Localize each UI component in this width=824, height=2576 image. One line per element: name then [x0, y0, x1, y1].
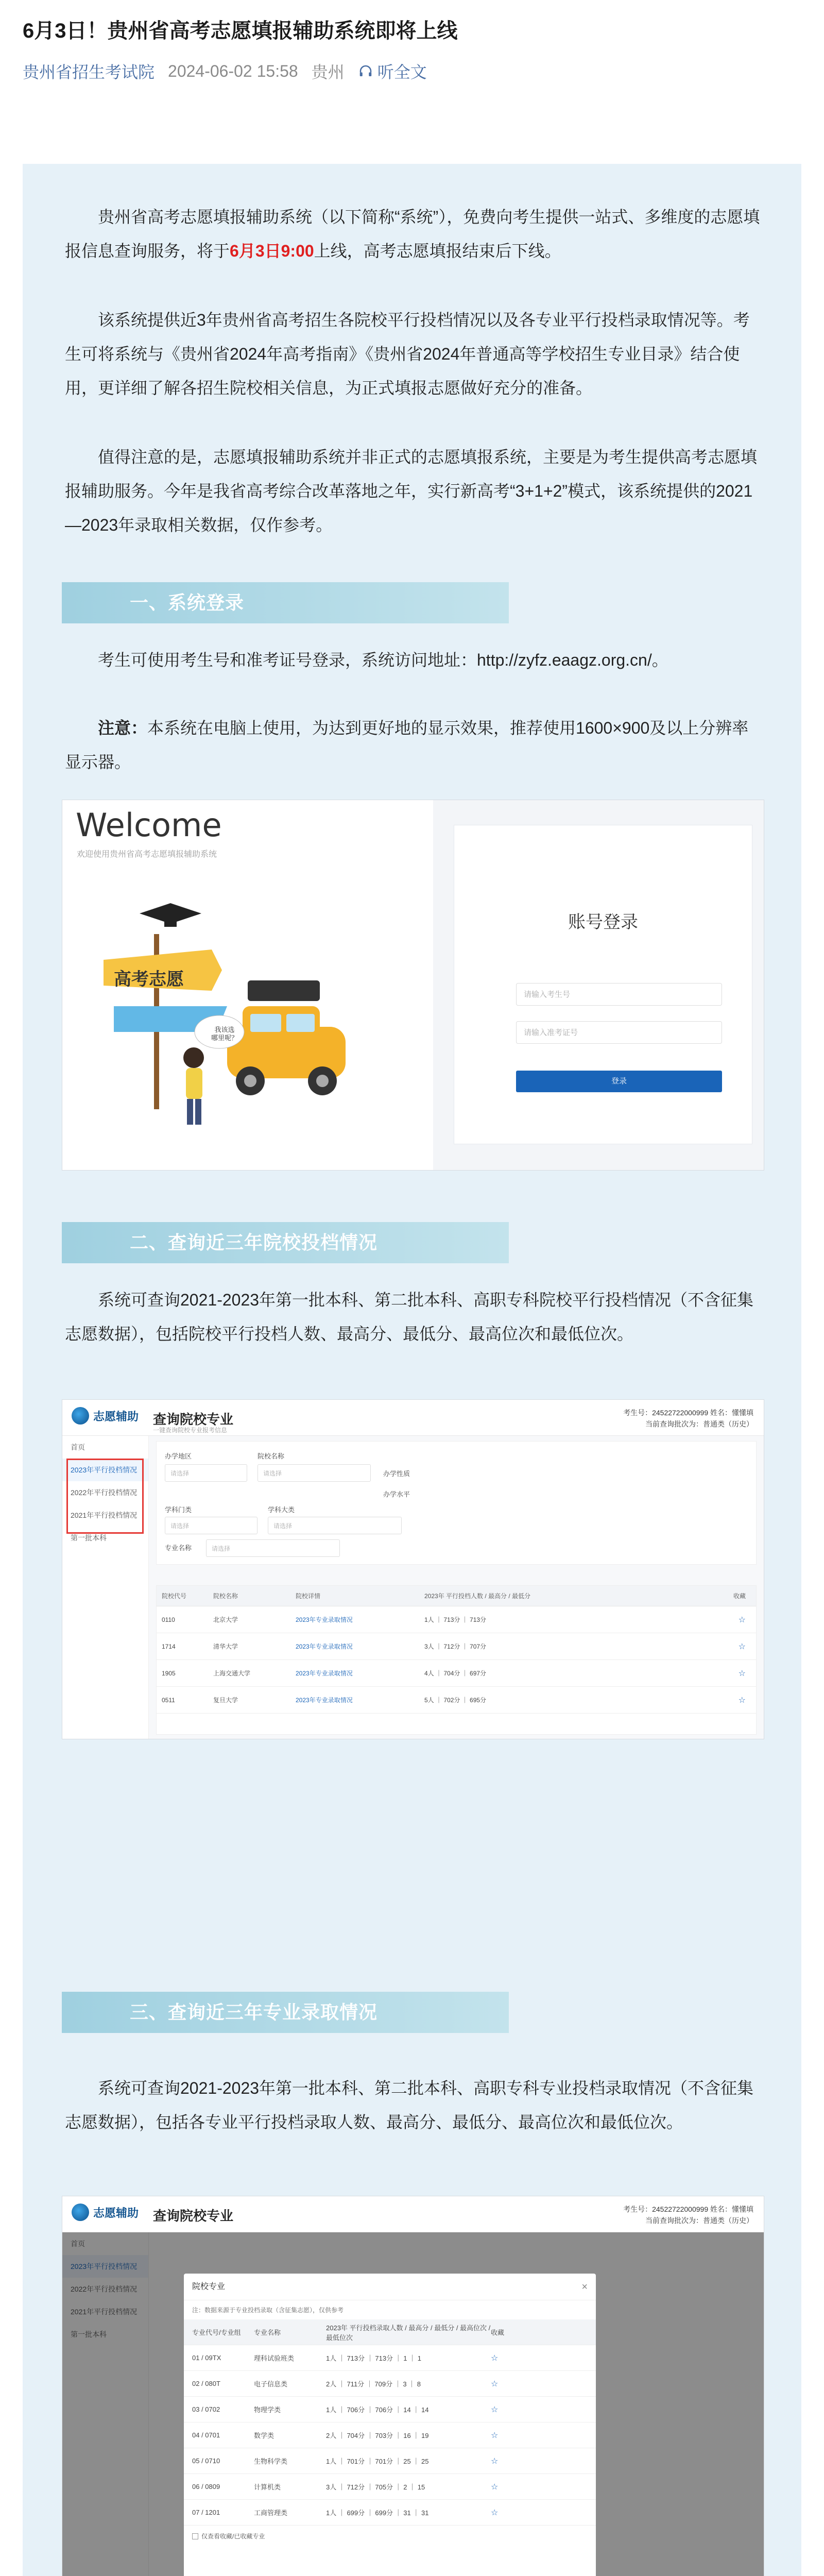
filter-panel — [156, 1441, 757, 1565]
checkbox-label: 仅查看收藏/已收藏专业 — [201, 2533, 265, 2540]
article-datetime: 2024-06-02 15:58 — [168, 61, 298, 80]
star-icon[interactable]: ☆ — [491, 2353, 499, 2363]
article-source[interactable]: 贵州省招生考试院 — [23, 63, 155, 81]
article-location: 贵州 — [311, 63, 345, 81]
section3-paragraph: 系统可查询2021-2023年第一批本科、第二批本科、高职专科专业投档录取情况（不含征集志愿数据），包括各专业平行投档录取人数、最高分、最低分、最高位次和最低位次。 — [65, 2079, 754, 2131]
modal-header — [184, 2274, 596, 2300]
listen-button[interactable] — [358, 59, 427, 83]
sidebar-item-batch[interactable]: 第一批本科 — [71, 1534, 107, 1542]
sidebar-item-2023[interactable]: 2023年平行投档情况 — [62, 1459, 148, 1481]
section1-paragraph: 考生可使用考生号和准考证号登录，系统访问地址：http://zyfz.eaagz.org.cn/。 — [98, 651, 668, 669]
intro-paragraph-3: 值得注意的是，志愿填报辅助系统并非正式的志愿填报系统，主要是为考生提供高考志愿填报辅助服务。今年是我省高考综合改革落地之年，实行新高考“3+1+2”模式，该系统提供的2021—2023年录取相关数据，仅作参考。 — [65, 448, 758, 534]
star-icon[interactable]: ☆ — [738, 1615, 746, 1624]
app-page-subtitle: 一键查询院校专业报考信息 — [153, 1427, 228, 1434]
sidebar-item-home[interactable]: 首页 — [71, 2240, 85, 2248]
section-title-major-admission: 三、查询近三年专业录取情况 — [62, 1992, 509, 2033]
logo-icon — [72, 1407, 89, 1425]
app-user-info: 考生号：24522722000999 姓名：懂懂填 当前查询批次为：普通类（历史） — [623, 2205, 753, 2225]
app-logo: 志愿辅助 — [72, 1407, 139, 1425]
filter-label-nature: 办学性质 — [383, 1470, 410, 1478]
filter-label-major: 专业名称 — [165, 1544, 192, 1552]
article-title: 6月3日！贵州省高考志愿填报辅助系统即将上线 — [23, 20, 458, 42]
signpost-text: 高考志愿 — [114, 970, 184, 989]
modal-title: 院校专业 — [192, 2282, 226, 2291]
app-logo: 志愿辅助 — [72, 2204, 139, 2221]
section1-note: 注意：本系统在电脑上使用，为达到更好地的显示效果，推荐使用1600×900及以上分辨率显示器。 — [65, 719, 749, 771]
table-row[interactable]: 07 / 1201 工商管理类 1人 ｜ 699分 ｜ 699分 ｜ 31 ｜ 31 ☆ — [184, 2500, 596, 2526]
sidebar-item-2021[interactable]: 2021年平行投档情况 — [71, 2308, 138, 2316]
illustration-image — [93, 903, 361, 1140]
star-icon[interactable]: ☆ — [738, 1669, 746, 1678]
star-icon[interactable]: ☆ — [491, 2405, 499, 2414]
filter-label-category: 学科门类 — [165, 1506, 192, 1514]
article-meta — [23, 58, 427, 84]
logo-icon — [72, 2204, 89, 2221]
detail-link[interactable]: 2023年专业录取情况 — [296, 1697, 353, 1704]
star-icon[interactable]: ☆ — [491, 2482, 499, 2492]
table-row[interactable]: 03 / 0702 物理学类 1人 ｜ 706分 ｜ 706分 ｜ 14 ｜ 14 ☆ — [184, 2397, 596, 2422]
login-card-title: 账号登录 — [568, 912, 638, 932]
star-icon[interactable]: ☆ — [491, 2508, 499, 2517]
launch-date-highlight: 6月3日9:00 — [230, 242, 314, 260]
college-table — [156, 1585, 757, 1735]
table-row[interactable]: 02 / 080T 电子信息类 2人 ｜ 711分 ｜ 709分 ｜ 3 ｜ 8 ☆ — [184, 2371, 596, 2397]
filter-label-class: 学科大类 — [268, 1506, 295, 1514]
sidebar-item-2022[interactable]: 2022年平行投档情况 — [71, 1488, 138, 1497]
table-row[interactable]: 06 / 0809 计算机类 3人 ｜ 712分 ｜ 705分 ｜ 2 ｜ 15 ☆ — [184, 2474, 596, 2500]
subject-category-select[interactable]: 请选择 — [165, 1517, 258, 1534]
major-modal — [184, 2274, 596, 2576]
table-row[interactable]: 1714 清华大学 2023年专业录取情况 3人 ｜ 712分 ｜ 707分 ☆ — [157, 1633, 756, 1660]
intro-paragraph-1: 贵州省高考志愿填报辅助系统（以下简称“系统”），免费向考生提供一站式、多维度的志愿填报信息查询服务，将于6月3日9:00上线，高考志愿填报结束后下线。 — [65, 208, 760, 260]
modal-footer — [184, 2526, 596, 2547]
detail-link[interactable]: 2023年专业录取情况 — [296, 1670, 353, 1677]
major-name-input[interactable]: 请选择 — [206, 1539, 340, 1557]
modal-note: 注：数据来源于专业投档录取（含征集志愿），仅供参考 — [192, 2307, 344, 2314]
welcome-heading: Welcome — [76, 806, 222, 844]
star-icon[interactable]: ☆ — [738, 1696, 746, 1705]
app-header — [62, 2196, 764, 2232]
app-page-title: 查询院校专业 — [153, 1412, 234, 1427]
app-page-title: 查询院校专业 — [153, 2208, 234, 2224]
star-icon[interactable]: ☆ — [491, 2431, 499, 2440]
listen-label: 听全文 — [377, 63, 427, 81]
table-row[interactable]: 0110 北京大学 2023年专业录取情况 1人 ｜ 713分 ｜ 713分 ☆ — [157, 1606, 756, 1633]
college-query-screenshot — [62, 1399, 764, 1739]
checkbox[interactable] — [192, 2533, 198, 2539]
note-label: 注意： — [98, 719, 148, 737]
star-icon[interactable]: ☆ — [491, 2379, 499, 2388]
headphones-icon — [358, 63, 373, 79]
login-screenshot — [62, 800, 764, 1171]
app-user-info: 考生号：24522722000999 姓名：懂懂填 当前查询批次为：普通类（历史） — [623, 1409, 753, 1428]
filter-label-region: 办学地区 — [165, 1452, 192, 1460]
admission-ticket-input[interactable]: 请输入准考证号 — [516, 1021, 722, 1044]
section-title-login: 一、系统登录 — [62, 582, 509, 623]
sidebar-item-home[interactable]: 首页 — [71, 1443, 85, 1451]
major-query-screenshot — [62, 2196, 764, 2576]
college-name-input[interactable]: 请选择 — [258, 1464, 371, 1482]
section2-paragraph: 系统可查询2021-2023年第一批本科、第二批本科、高职专科院校平行投档情况（不含征集志愿数据），包括院校平行投档人数、最高分、最低分、最高位次和最低位次。 — [65, 1291, 754, 1343]
section-title-college-filing: 二、查询近三年院校投档情况 — [62, 1222, 509, 1263]
sidebar-highlight-box — [66, 1459, 144, 1534]
table-row[interactable]: 01 / 09TX 理科试验班类 1人 ｜ 713分 ｜ 713分 ｜ 1 ｜ 1 ☆ — [184, 2345, 596, 2371]
table-row[interactable]: 04 / 0701 数学类 2人 ｜ 704分 ｜ 703分 ｜ 16 ｜ 19 ☆ — [184, 2422, 596, 2448]
app-main — [149, 1436, 764, 1739]
login-card — [454, 825, 752, 1144]
candidate-number-input[interactable]: 请输入考生号 — [516, 983, 722, 1006]
login-button[interactable]: 登录 — [516, 1071, 722, 1092]
filter-label-college: 院校名称 — [258, 1452, 285, 1460]
login-welcome-area — [62, 800, 433, 1170]
login-panel — [433, 800, 764, 1170]
star-icon[interactable]: ☆ — [738, 1642, 746, 1651]
subject-class-select[interactable]: 请选择 — [268, 1517, 402, 1534]
region-select[interactable]: 请选择 — [165, 1464, 247, 1482]
sidebar-item-2021[interactable]: 2021年平行投档情况 — [71, 1511, 138, 1519]
table-row[interactable]: 1905 上海交通大学 2023年专业录取情况 4人 ｜ 704分 ｜ 697分 ☆ — [157, 1660, 756, 1687]
sidebar-item-2023[interactable]: 2023年平行投档情况 — [62, 2255, 148, 2278]
modal-table-header: 专业代号/专业组 专业名称 2023年 平行投档录取人数 / 最高分 / 最低分 / 最高位次 / 最低位次 收藏 — [184, 2319, 596, 2345]
table-row[interactable]: 05 / 0710 生物科学类 1人 ｜ 701分 ｜ 701分 ｜ 25 ｜ 25 ☆ — [184, 2448, 596, 2474]
detail-link[interactable]: 2023年专业录取情况 — [296, 1616, 353, 1623]
filter-label-level: 办学水平 — [383, 1490, 410, 1498]
sidebar-item-2022[interactable]: 2022年平行投档情况 — [71, 2285, 138, 2293]
sidebar-item-batch[interactable]: 第一批本科 — [71, 2330, 107, 2338]
app-header — [62, 1400, 764, 1436]
table-header: 院校代号 院校名称 院校详情 2023年 平行投档人数 / 最高分 / 最低分 收藏 — [157, 1586, 756, 1606]
star-icon[interactable]: ☆ — [491, 2456, 499, 2466]
table-row[interactable]: 0511 复旦大学 2023年专业录取情况 5人 ｜ 702分 ｜ 695分 ☆ — [157, 1687, 756, 1714]
welcome-subtitle: 欢迎使用贵州省高考志愿填报辅助系统 — [77, 850, 217, 859]
detail-link[interactable]: 2023年专业录取情况 — [296, 1643, 353, 1650]
intro-paragraph-2: 该系统提供近3年贵州省高考招生各院校平行投档情况以及各专业平行投档录取情况等。考生可将系统与《贵州省2024年高考指南》《贵州省2024年普通高等学校招生专业目录》结合使用，更详细了解各招生院校相关信息，为正式填报志愿做好充分的准备。 — [65, 311, 750, 397]
close-icon[interactable]: × — [581, 2281, 588, 2293]
bubble-text: 我该选 哪里呢？ — [211, 1026, 238, 1042]
